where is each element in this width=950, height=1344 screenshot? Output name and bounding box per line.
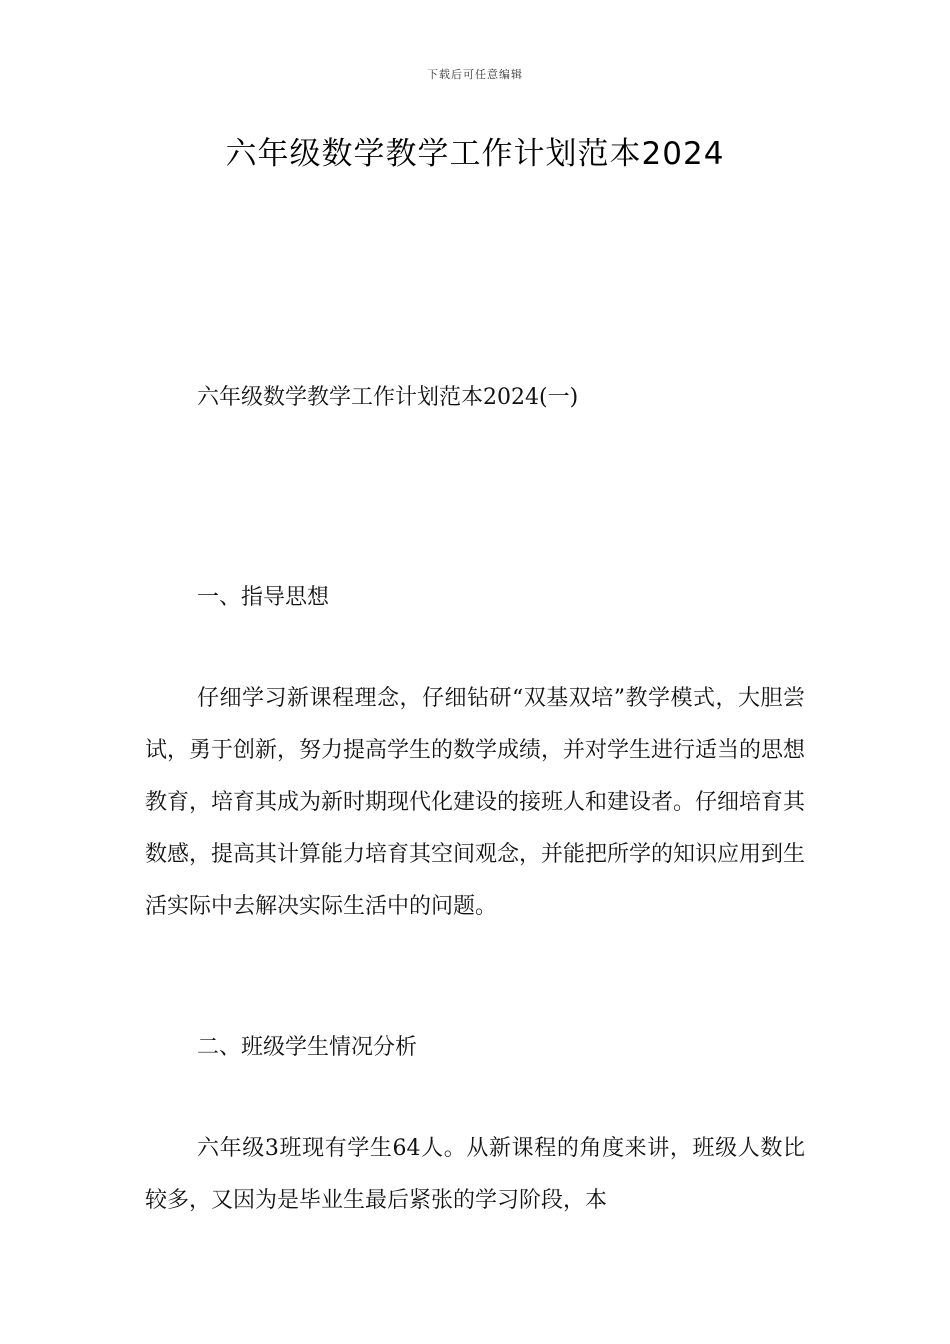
section-paragraph-class-analysis: 六年级3班现有学生64人。从新课程的角度来讲，班级人数比较多，又因为是毕业生最后紧张的学习阶段，本 bbox=[145, 1136, 805, 1213]
document-title: 六年级数学教学工作计划范本2024 bbox=[225, 136, 725, 172]
section-heading-guiding-ideology: 一、指导思想 bbox=[197, 585, 330, 610]
section-heading-class-analysis: 二、班级学生情况分析 bbox=[197, 1035, 418, 1060]
document-subtitle: 六年级数学教学工作计划范本2024(一) bbox=[197, 385, 579, 410]
section-paragraph-guiding-ideology: 仔细学习新课程理念，仔细钻研“双基双培”教学模式，大胆尝试，勇于创新，努力提高学生的数学成绩，并对学生进行适当的思想教育，培育其成为新时期现代化建设的接班人和建设者。仔细培育其数感，提高其计算能力培育其空间观念，并能把所学的知识应用到生活实际中去解决实际生活中的问题。 bbox=[145, 686, 806, 919]
header-note: 下载后可任意编辑 bbox=[427, 68, 523, 81]
